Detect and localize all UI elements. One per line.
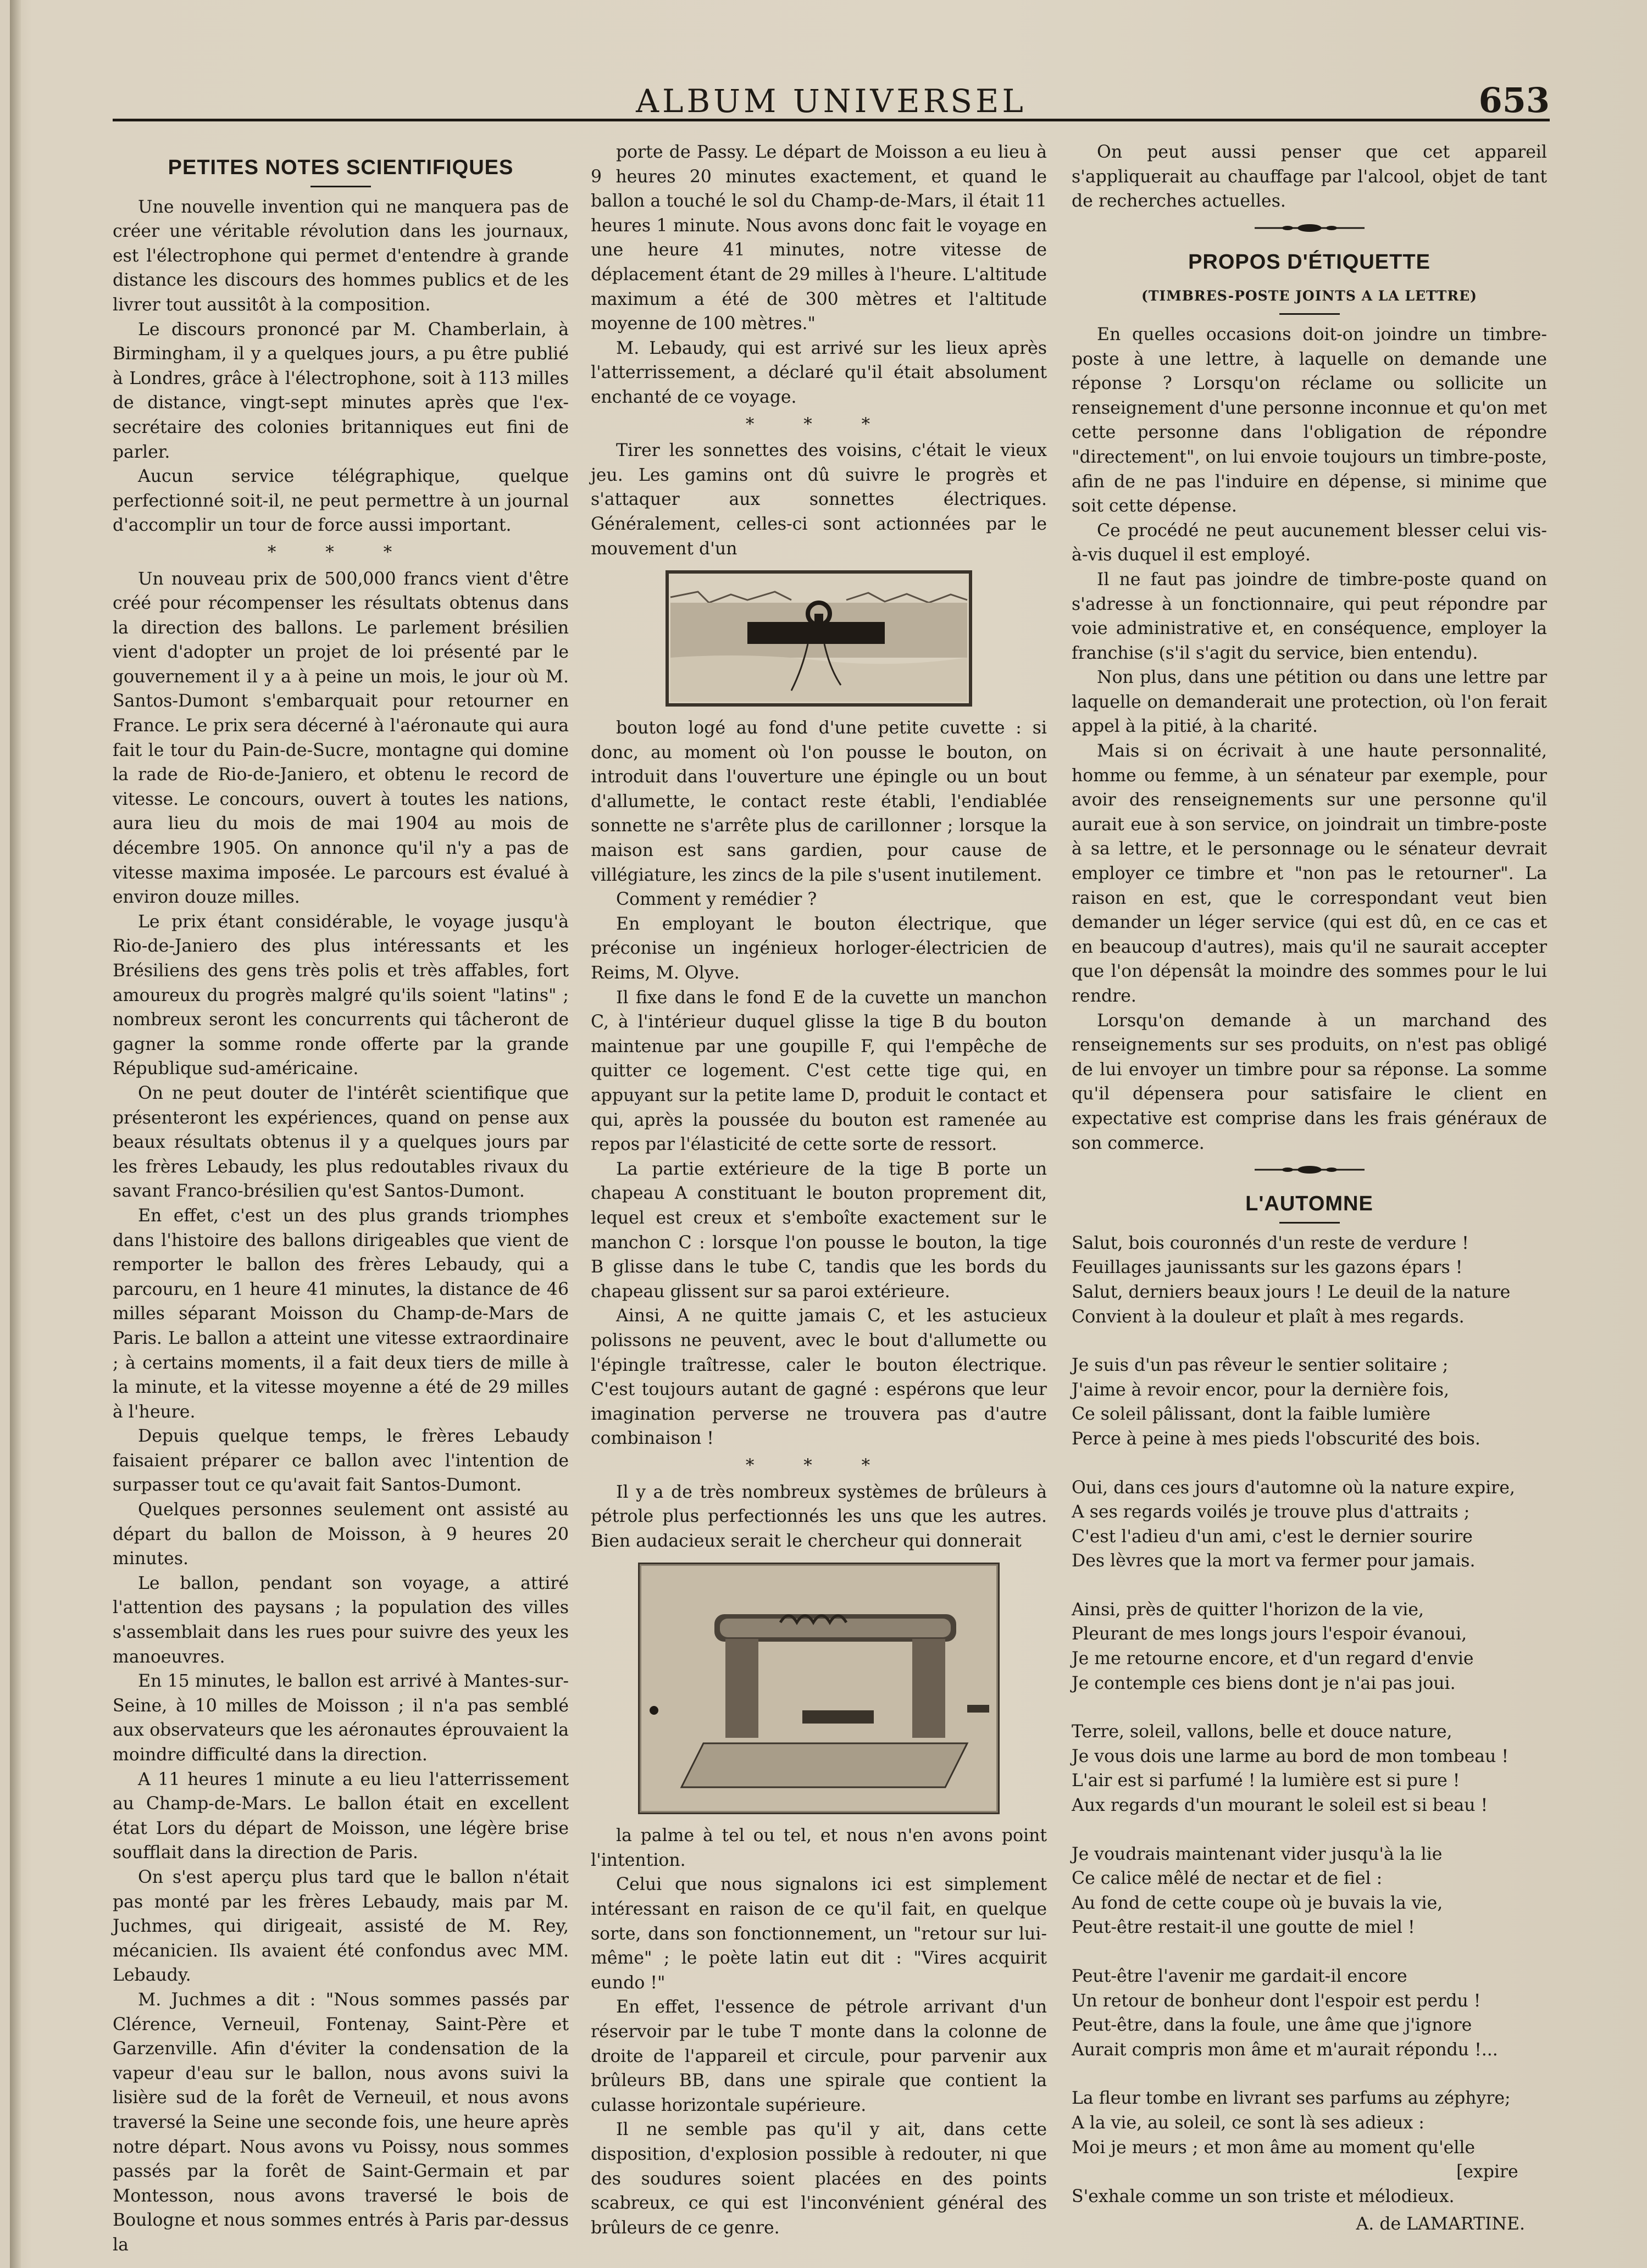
ornament-divider — [1072, 217, 1547, 239]
article-title-etiquette: PROPOS D'ÉTIQUETTE — [1188, 250, 1430, 274]
petroleum-burner-illustration — [637, 1562, 1000, 1815]
poem-stanza — [1072, 1598, 1547, 1696]
paragraph: En effet, l'essence de pétrole arrivant d'un réservoir par le tube T monte dans la colonne de droite de l'appareil et circule, pour parvenir aux brûleurs BB, dans une spirale que contient la culasse horizontale supérieure. — [591, 1997, 1047, 2115]
masthead: ALBUM UNIVERSEL — [636, 82, 1027, 120]
poem-line: Je voudrais maintenant vider jusqu'à la lie — [1072, 1844, 1443, 1864]
poem-line: C'est l'adieu d'un ami, c'est le dernier sourire — [1072, 1526, 1473, 1547]
paragraph-group — [591, 140, 1047, 410]
poem-line: Des lèvres que la mort va fermer pour jamais. — [1072, 1551, 1476, 1571]
paragraph-group — [1072, 323, 1547, 1155]
paragraph: M. Lebaudy, qui est arrivé sur les lieux après l'atterrissement, a déclaré qu'il était absolument enchanté de ce voyage. — [591, 338, 1047, 407]
poem-line: Terre, soleil, vallons, belle et douce nature, — [1072, 1722, 1452, 1742]
section-stars: * * * — [267, 542, 414, 562]
paragraph-group — [1072, 140, 1547, 214]
paragraph: On peut aussi penser que cet appareil s'appliquerait au chauffage par l'alcool, objet de tant de recherches actuelles. — [1072, 142, 1547, 212]
paragraph: Depuis quelque temps, le frères Lebaudy faisaient préparer ce ballon avec l'intention de surpasser tout ce qu'avait fait Santos-Dumont. — [113, 1426, 569, 1496]
paragraph: Quelques personnes seulement ont assisté au départ du ballon de Moisson, à 9 heures 20 minutes. — [113, 1500, 569, 1569]
poem-line: Perce à peine à mes pieds l'obscurité des bois. — [1072, 1428, 1480, 1449]
poem-line: La fleur tombe en livrant ses parfums au zéphyre; — [1072, 2088, 1511, 2109]
poem-line: Un retour de bonheur dont l'espoir est perdu ! — [1072, 1991, 1481, 2011]
section-stars: * * * — [745, 1455, 892, 1475]
column-3 — [1072, 140, 1547, 2237]
poem-line: Peut-être, dans la foule, une âme que j'ignore — [1072, 2015, 1472, 2036]
poem-line: Aux regards d'un mourant le soleil est si beau ! — [1072, 1796, 1488, 1816]
poem-line: Salut, derniers beaux jours ! Le deuil de la nature — [1072, 1282, 1511, 1302]
paragraph: A 11 heures 1 minute a eu lieu l'atterrissement au Champ-de-Mars. Le ballon était en excellent état Lors du départ de Moisson, une légère brise soufflait dans la direction de Paris. — [113, 1769, 569, 1863]
poem-line: Ainsi, près de quitter l'horizon de la vie, — [1072, 1599, 1424, 1620]
paragraph: En employant le bouton électrique, que préconise un ingénieux horloger-électricien de Reims, M. Olyve. — [591, 914, 1047, 983]
poem-line: Je contemple ces biens dont je n'ai pas joui. — [1072, 1673, 1456, 1693]
poem-line: S'exhale comme un son triste et mélodieux. — [1072, 2186, 1455, 2206]
header-rule — [113, 119, 1550, 121]
paragraph: Celui que nous signalons ici est simplement intéressant en raison de ce qu'il fait, en quelque sorte, dans son fonctionnement, un "retour sur lui-même" ; le poète latin eut dit : "Vires acquirit eundo !" — [591, 1875, 1047, 1993]
poem-stanza — [1072, 1720, 1547, 1817]
paragraph: La partie extérieure de la tige B porte un chapeau A constituant le bouton proprement dit, lequel est creux et s'emboîte exactement sur le manchon C : lorsque l'on pousse le bouton, la tige B glisse dans le tube C, tandis que les bords du chapeau glissent sur sa paroi extérieure. — [591, 1159, 1047, 1302]
paragraph: En effet, c'est un des plus grands triomphes dans l'histoire des ballons dirigeables que vient de remporter le ballon des frères Lebaudy, qui a parcouru, en 1 heure 41 minutes, la distance de 46 milles séparant Moisson du Champ-de-Mars de Paris. Le ballon a atteint une vitesse extraordinaire ; à certains moments, il a fait deux tiers de mille à la minute, et la vitesse moyenne a été de 29 milles à l'heure. — [113, 1205, 569, 1422]
poem-line: L'air est si parfumé ! la lumière est si pure ! — [1072, 1771, 1460, 1791]
paragraph: Il ne semble pas qu'il y ait, dans cette disposition, d'explosion possible à redouter, ni que des soudures soient placées en des points scabreux, ce qui est l'inconvénient général des brûleurs de ce genre. — [591, 2120, 1047, 2238]
poem-line: Oui, dans ces jours d'automne où la nature expire, — [1072, 1477, 1515, 1498]
doorbell-button-illustration — [665, 570, 973, 707]
poem-line: Peut-être l'avenir me gardait-il encore — [1072, 1966, 1407, 1986]
poem-line: Convient à la douleur et plaît à mes regards. — [1072, 1307, 1465, 1327]
paragraph: Ce procédé ne peut aucunement blesser celui vis-à-vis duquel il est employé. — [1072, 520, 1547, 565]
article-subtitle: (TIMBRES-POSTE JOINTS A LA LETTRE) — [1141, 288, 1477, 304]
poem-line: [expire — [1456, 2162, 1518, 2182]
paragraph: En 15 minutes, le ballon est arrivé à Mantes-sur-Seine, à 10 milles de Moisson ; il n'a pas semblé aux observateurs que les aéronautes éprouvaient la moindre difficulté dans la direction. — [113, 1671, 569, 1765]
paragraph: Une nouvelle invention qui ne manquera pas de créer une véritable révolution dans les journaux, est l'électrophone qui permet d'entendre à grande distance les discours des hommes publics et de les livrer tout aussitôt à la composition. — [113, 197, 569, 315]
paragraph-group — [113, 567, 569, 2258]
paragraph: bouton logé au fond d'une petite cuvette : si donc, au moment où l'on pousse le bouton, on introduit dans l'ouverture une épingle ou un bout d'allumette, le contact reste établi, l'endiablée sonnette ne s'arrête plus de carillonner ; lorsque la maison est sans gardien, pour cause de villégiature, les zincs de la pile s'usent inutilement. — [591, 718, 1047, 885]
poem-stanza — [1072, 1231, 1547, 1329]
poem-line: Je suis d'un pas rêveur le sentier solitaire ; — [1072, 1355, 1449, 1376]
poem-line: Je vous dois une larme au bord de mon tombeau ! — [1072, 1746, 1509, 1766]
poem-line: Au fond de cette coupe où je buvais la vie, — [1072, 1893, 1443, 1913]
poem-stanza — [1072, 1842, 1547, 1940]
ornament-divider — [1072, 1159, 1547, 1181]
paragraph: On s'est aperçu plus tard que le ballon n'était pas monté par les frères Lebaudy, mais par M. Juchmes, qui dirigeait, assisté de M. Rey, mécanicien. Ils avaient été confondus avec MM. Lebaudy. — [113, 1867, 569, 1986]
poem-stanza — [1072, 1964, 1547, 2062]
poem-line: Ce soleil pâlissant, dont la faible lumière — [1072, 1404, 1430, 1425]
title-rule — [1279, 1222, 1340, 1224]
poem-line: J'aime à revoir encor, pour la dernière fois, — [1072, 1380, 1450, 1400]
poem-lautomne — [1072, 1231, 1547, 2209]
poem-line: Je me retourne encore, et d'un regard d'envie — [1072, 1649, 1474, 1669]
paragraph-group — [113, 195, 569, 538]
poem-stanza — [1072, 1476, 1547, 1574]
section-stars: * * * — [745, 414, 892, 434]
paragraph: On ne peut douter de l'intérêt scientifique que présenteront les expériences, quand on pense aux beaux résultats obtenus il y a quelques jours par les frères Lebaudy, les plus redoutables rivaux du savant Franco-brésilien qu'est Santos-Dumont. — [113, 1083, 569, 1202]
poem-line: Feuillages jaunissants sur les gazons épars ! — [1072, 1258, 1463, 1278]
title-rule — [1279, 313, 1340, 315]
ornament-icon — [1255, 223, 1365, 234]
poem-title: L'AUTOMNE — [1245, 1192, 1373, 1216]
paragraph: Lorsqu'on demande à un marchand des renseignements sur ses produits, on n'est pas obligé de lui envoyer un timbre pour sa réponse. La somme qu'il dépensera pour satisfaire le client en expectative est comprise dans les frais généraux de son commerce. — [1072, 1010, 1547, 1153]
page-number: 653 — [1478, 80, 1550, 120]
paragraph: Le discours prononcé par M. Chamberlain, à Birmingham, il y a quelques jours, a pu être publié à Londres, grâce à l'électrophone, soit à 113 milles de distance, vingt-sept minutes après que l'ex-secrétaire des colonies britanniques eut fini de parler. — [113, 319, 569, 462]
paragraph: Un nouveau prix de 500,000 francs vient d'être créé pour récompenser les résultats obtenus dans la direction des ballons. Le parlement brésilien vient d'adopter un projet de loi présenté par le gouvernement il y a à peine un mois, le jour où M. Santos-Dumont s'embarquait pour retourner en France. Le prix sera décerné à l'aéronaute qui aura fait le tour du Pain-de-Sucre, montagne qui domine la rade de Rio-de-Janiero, et obtenu le record de vitesse. Le concours, ouvert à toutes les nations, aura lieu du mois de mai 1904 au mois de décembre 1905. On annonce qu'il n'y a pas de vitesse maxima imposée. Le parcours est évalué à environ douze milles. — [113, 569, 569, 908]
title-rule — [310, 186, 371, 187]
article-title-scientifiques: PETITES NOTES SCIENTIFIQUES — [168, 156, 514, 179]
poem-line: Ce calice mêlé de nectar et de fiel : — [1072, 1869, 1383, 1889]
paragraph: Le prix étant considérable, le voyage jusqu'à Rio-de-Janiero des plus intéressants et les Brésiliens des gens très polis et très affables, fort amoureux du progrès malgré qu'ils soient "latins" ; nombreux seront les concurrents qui tâcheront de gagner la somme ronde offerte par la grande République sud-américaine. — [113, 911, 569, 1079]
paragraph: Aucun service télégraphique, quelque perfectionné soit-il, ne peut permettre à un journal d'accomplir un tour de force aussi important. — [113, 466, 569, 536]
column-2 — [591, 140, 1047, 2240]
paragraph: Tirer les sonnettes des voisins, c'était le vieux jeu. Les gamins ont dû suivre le progrès et s'attaquer aux sonnettes électriques. Généralement, celles-ci sont actionnées par le mouvement d'un — [591, 441, 1047, 559]
paragraph: porte de Passy. Le départ de Moisson a eu lieu à 9 heures 20 minutes exactement, et quand le ballon a touché le sol du Champ-de-Mars, il était 11 heures 1 minute. Nous avons donc fait le voyage en une heure 41 minutes, notre vitesse de déplacement étant de 29 milles à l'heure. L'altitude maximum a été de 300 mètres et l'altitude moyenne de 100 mètres." — [591, 142, 1047, 334]
ornament-icon — [1255, 1164, 1365, 1175]
paragraph-group — [591, 716, 1047, 1451]
paragraph: Mais si on écrivait à une haute personnalité, homme ou femme, à un sénateur par exemple, pour avoir des renseignements sur une personne qu'il aurait eue à son service, on joindrait un timbre-poste à sa lettre, et le personnage ou le sénateur devrait employer ce timbre et "non pas le retourner". La raison en est, que le correspondant veut bien demander un léger service (qui est dû, en ce cas et en beaucoup d'autres), mais qu'il ne saurait accepter que l'on dépensât la moindre des sommes pour le lui rendre. — [1072, 741, 1547, 1006]
paragraph: Le ballon, pendant son voyage, a attiré l'attention des paysans ; la population des villes s'assemblait dans les rues pour suivre des yeux les manoeuvres. — [113, 1573, 569, 1667]
poem-stanza — [1072, 2086, 1547, 2209]
poem-line: Moi je meurs ; et mon âme au moment qu'elle — [1072, 2137, 1476, 2158]
paragraph: Ainsi, A ne quitte jamais C, et les astucieux polissons ne peuvent, avec le bout d'allumette ou l'épingle traîtresse, caler le bouton électrique. C'est toujours autant de gagné : espérons que leur imagination perverse ne trouvera pas d'autre combinaison ! — [591, 1306, 1047, 1449]
poem-line: Peut-être restait-il une goutte de miel ! — [1072, 1917, 1415, 1938]
poem-stanza — [1072, 1353, 1547, 1451]
paragraph: Comment y remédier ? — [616, 890, 817, 910]
column-1 — [113, 140, 569, 2257]
poem-line: Pleurant de mes longs jours l'espoir évanoui, — [1072, 1624, 1467, 1644]
poem-line: Aurait compris mon âme et m'aurait répondu !... — [1072, 2039, 1498, 2060]
paragraph: Non plus, dans une pétition ou dans une lettre par laquelle on demanderait une protection, où l'on ferait appel à la pitié, à la charité. — [1072, 668, 1547, 737]
paragraph: En quelles occasions doit-on joindre un timbre-poste à une lettre, à laquelle on demande une réponse ? Lorsqu'on réclame ou sollicite un renseignement d'une personne inconnue et qu'on met cette personne dans l'obligation de répondre "directement", on lui envoie toujours un timbre-poste, afin de ne pas l'induire en dépense, si minime que soit cette dépense. — [1072, 324, 1547, 516]
paragraph: la palme à tel ou tel, et nous n'en avons point l'intention. — [591, 1826, 1047, 1870]
paragraph-group — [591, 1480, 1047, 1554]
poem-line: A ses regards voilés je trouve plus d'attraits ; — [1072, 1502, 1470, 1522]
paragraph: Il fixe dans le fond E de la cuvette un manchon C, à l'intérieur duquel glisse la tige B du bouton maintenue par une goupille F, qui l'empêche de quitter ce logement. C'est cette tige qui, en appuyant sur la petite lame D, produit le contact et qui, après la poussée du bouton est ramenée au repos par l'élasticité de cette sorte de ressort. — [591, 987, 1047, 1155]
poem-line: A la vie, au soleil, ce sont là ses adieux : — [1072, 2113, 1424, 2133]
paragraph: Il y a de très nombreux systèmes de brûleurs à pétrole plus perfectionnés les uns que les autres. Bien audacieux serait le chercheur qui donnerait — [591, 1482, 1047, 1551]
paragraph: Il ne faut pas joindre de timbre-poste quand on s'adresse à un fonctionnaire, qui peut répondre par voie administrative et, en conséquence, employer la franchise (s'il s'agit du service, bien entendu). — [1072, 569, 1547, 663]
page-header — [113, 82, 1550, 121]
page-gutter — [10, 0, 21, 2268]
poem-line: Salut, bois couronnés d'un reste de verdure ! — [1072, 1233, 1469, 1253]
paragraph-group — [591, 438, 1047, 561]
paragraph-group — [591, 1824, 1047, 2240]
paragraph: M. Juchmes a dit : "Nous sommes passés par Clérence, Verneuil, Fontenay, Saint-Père et Garzenville. Afin d'éviter la condensation de la vapeur d'eau sur le ballon, nous avons suivi la lisière sud de la forêt de Verneuil, et nous avons traversé la Seine une seconde fois, une heure après notre départ. Nous avons vu Poissy, nous sommes passés par la forêt de Saint-Germain et par Montesson, nous avons traversé le bois de Boulogne et nous sommes entrés à Paris par-dessus la — [113, 1989, 569, 2255]
poem-signature: A. de LAMARTINE. — [1356, 2214, 1525, 2234]
